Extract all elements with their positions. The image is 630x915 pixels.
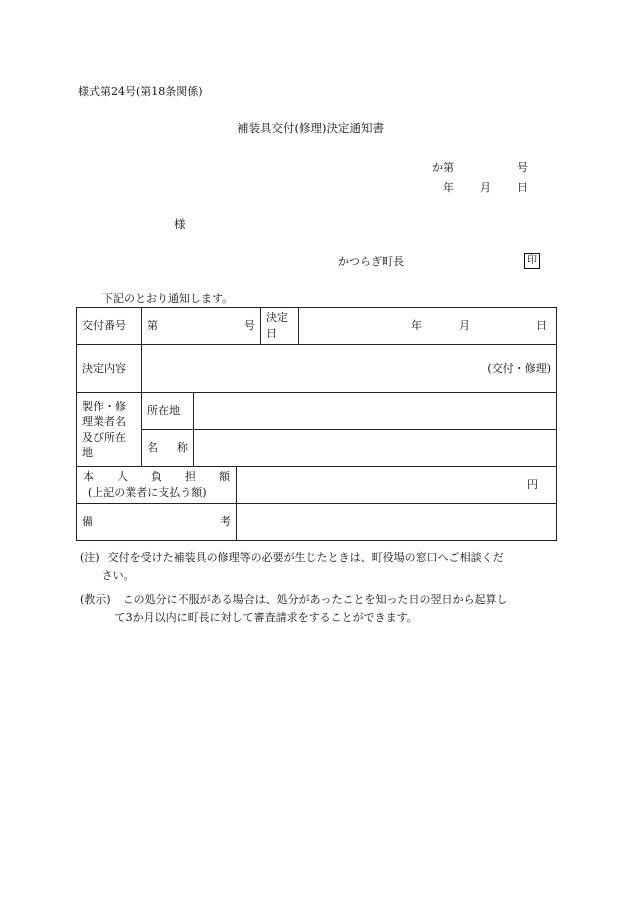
decision-content-option: (交付・修理) (487, 361, 551, 375)
decision-year: 年 (411, 319, 422, 332)
addressee: 様 (174, 217, 186, 231)
burden-amount (237, 467, 557, 504)
appeal-notice (80, 591, 560, 627)
note-text: 交付を受けた補装具の修理等の必要が生じたときは、町役場の窓口へご相談くだ さい。 (101, 551, 504, 582)
note-tag: (注) (80, 551, 100, 564)
burden-unit: 円 (527, 478, 538, 492)
table-row (77, 430, 557, 467)
delivery-number-value (142, 308, 261, 345)
delivery-number-prefix: 第 (147, 319, 158, 333)
table-row (77, 393, 557, 430)
table-row (77, 504, 557, 541)
decision-content-value (142, 345, 557, 393)
appeal-tag: (教示) (80, 593, 111, 606)
remarks-label: 備 考 (77, 504, 237, 541)
name-label: 名 称 (142, 430, 194, 467)
document-title: 補装具交付(修理)決定通知書 (237, 121, 384, 135)
delivery-number-label: 交付番号 (77, 308, 142, 345)
decision-content-label: 決定内容 (77, 345, 142, 393)
notification-table (76, 307, 557, 541)
location-label: 所在地 (142, 393, 194, 430)
delivery-number-suffix: 号 (244, 319, 255, 333)
table-row (77, 467, 557, 504)
issuer-name: かつらぎ町長 (338, 255, 404, 268)
decision-day: 日 (536, 319, 547, 332)
form-number: 様式第24号(第18条関係) (78, 85, 203, 98)
burden-label: 本 人 負 担 額 (上記の業者に支払う額) (77, 467, 237, 504)
intro-text: 下記のとおり通知します。 (102, 292, 234, 305)
location-value (194, 393, 557, 430)
decision-month: 月 (459, 319, 470, 332)
issue-year: 年 (443, 181, 454, 194)
remarks-value (237, 504, 557, 541)
decision-date-label: 決定日 (261, 308, 299, 345)
name-value (194, 430, 557, 467)
decision-date-value (299, 308, 557, 345)
reference-suffix: 号 (517, 161, 528, 174)
appeal-text: この処分に不服がある場合は、処分があったことを知った日の翌日から起算し て3か月以内に町長に対して審査請求をすることができます。 (114, 593, 508, 624)
issue-date (443, 182, 528, 193)
seal-mark: 印 (524, 253, 540, 269)
issue-day: 日 (517, 181, 528, 194)
table-row (77, 345, 557, 393)
note-item (80, 549, 560, 585)
reference-prefix: か第 (432, 161, 454, 174)
maker-label: 製作・修 理業者名 及び所在 地 (77, 393, 142, 467)
notes-section (80, 549, 560, 627)
table-row (77, 308, 557, 345)
reference-number (432, 162, 528, 173)
issue-month: 月 (480, 181, 491, 194)
